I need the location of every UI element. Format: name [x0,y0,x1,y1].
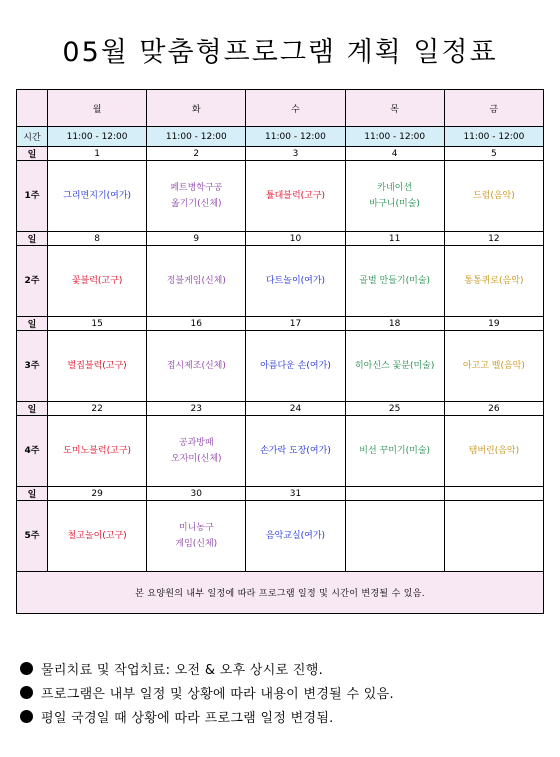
activity-cell: 다트놀이(여가) [246,246,345,317]
activity-cell: 도미노블럭(고구) [48,416,147,487]
header-corner-cell [17,90,48,127]
date-row [17,402,544,416]
date-cell: 22 [48,402,147,416]
bullet-icon [20,662,33,675]
day-label: 일 [17,487,48,501]
activity-cell: 튤대블럭(고구) [246,161,345,232]
date-cell: 23 [147,402,246,416]
activity-cell: 꽃블럭(고구) [48,246,147,317]
activity-cell: 드럼(음악) [444,161,543,232]
week-label: 1주 [17,161,48,232]
activity-row [17,331,544,402]
activity-cell: 음악교실(여가) [246,501,345,572]
note-item [20,656,550,680]
date-cell: 18 [345,317,444,331]
bullet-icon [20,686,33,699]
date-cell [345,487,444,501]
week-label: 4주 [17,416,48,487]
activity-cell: 비선 꾸미기(미술) [345,416,444,487]
date-row [17,147,544,161]
time-row [17,127,544,147]
date-cell: 26 [444,402,543,416]
date-cell: 11 [345,232,444,246]
date-cell: 2 [147,147,246,161]
note-text: 프로그램은 내부 일정 및 상황에 따라 내용이 변경될 수 있음. [41,686,394,702]
date-cell: 25 [345,402,444,416]
date-cell [444,487,543,501]
notice-row [17,572,544,614]
notice-text: 본 요양원의 내부 일정에 따라 프로그램 일정 및 시간이 변경될 수 있음. [17,572,544,614]
activity-cell: 통통퀴로(음악) [444,246,543,317]
day-label: 일 [17,147,48,161]
note-text: 평일 국경일 때 상황에 따라 프로그램 일정 변경됨. [41,710,334,726]
activity-cell: 그리면지기(여가) [48,161,147,232]
activity-cell [345,501,444,572]
weekday-header: 수 [246,90,345,127]
activity-cell: 페트병학구공 옮기기(신체) [147,161,246,232]
date-cell: 15 [48,317,147,331]
activity-row [17,246,544,317]
activity-cell: 정블게임(신체) [147,246,246,317]
weekday-header-row [17,90,544,127]
activity-cell: 미니농구 게임(신체) [147,501,246,572]
activity-cell: 아름다운 손(여가) [246,331,345,402]
activity-cell: 아고고 벨(음악) [444,331,543,402]
date-row [17,487,544,501]
activity-cell: 벌집블럭(고구) [48,331,147,402]
week-label: 5주 [17,501,48,572]
activity-cell: 접시제조(신체) [147,331,246,402]
date-cell: 9 [147,232,246,246]
weekday-header: 화 [147,90,246,127]
date-cell: 3 [246,147,345,161]
note-item [20,680,550,704]
date-cell: 4 [345,147,444,161]
date-row [17,317,544,331]
date-cell: 5 [444,147,543,161]
note-text: 물리치료 및 작업치료: 오전 & 오후 상시로 진행. [41,662,324,678]
date-cell: 12 [444,232,543,246]
weekday-header: 목 [345,90,444,127]
activity-cell: 공과방패 오자미(신체) [147,416,246,487]
week-label: 2주 [17,246,48,317]
bullet-icon [20,710,33,723]
weekday-header: 월 [48,90,147,127]
day-label: 일 [17,402,48,416]
weekday-header: 금 [444,90,543,127]
notes-list [20,656,550,728]
time-cell: 11:00 - 12:00 [345,127,444,147]
date-cell: 19 [444,317,543,331]
activity-cell: 골벌 만들기(미술) [345,246,444,317]
activity-row [17,161,544,232]
day-label: 일 [17,317,48,331]
date-cell: 24 [246,402,345,416]
date-cell: 17 [246,317,345,331]
activity-cell: 철고놀이(고구) [48,501,147,572]
activity-cell: 히아신스 꽃분(미술) [345,331,444,402]
schedule-table [16,89,544,614]
activity-row [17,501,544,572]
note-item [20,704,550,728]
date-cell: 30 [147,487,246,501]
date-cell: 31 [246,487,345,501]
activity-cell: 손가락 도장(여가) [246,416,345,487]
day-label: 일 [17,232,48,246]
date-cell: 1 [48,147,147,161]
activity-cell [444,501,543,572]
date-cell: 16 [147,317,246,331]
time-cell: 11:00 - 12:00 [147,127,246,147]
date-cell: 29 [48,487,147,501]
activity-cell: 카네이션 바구니(미술) [345,161,444,232]
date-row [17,232,544,246]
week-label: 3주 [17,331,48,402]
weeks-body [17,147,544,572]
date-cell: 10 [246,232,345,246]
time-cell: 11:00 - 12:00 [444,127,543,147]
page-title: 05월 맞춤형프로그램 계획 일정표 [62,37,498,68]
time-cell: 11:00 - 12:00 [246,127,345,147]
time-label: 시간 [17,127,48,147]
time-cell: 11:00 - 12:00 [48,127,147,147]
activity-cell: 탬버린(음악) [444,416,543,487]
activity-row [17,416,544,487]
date-cell: 8 [48,232,147,246]
